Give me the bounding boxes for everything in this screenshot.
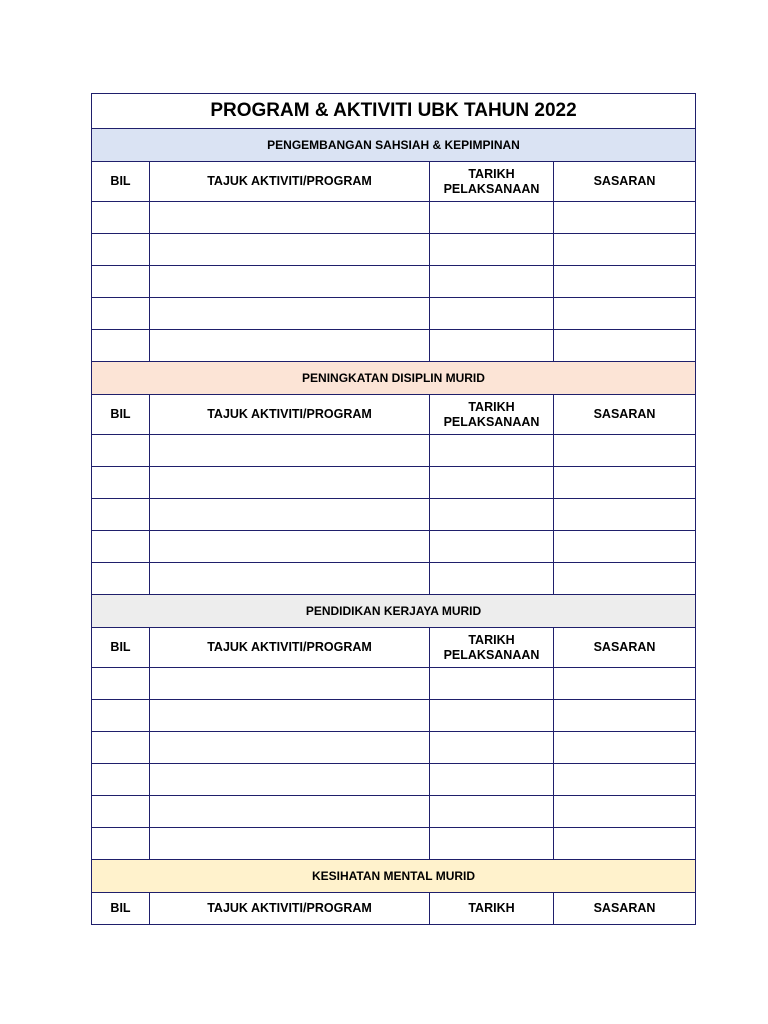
cell-sasaran — [554, 202, 696, 234]
cell-sasaran — [554, 563, 696, 595]
cell-tarikh — [430, 828, 554, 860]
cell-bil — [92, 700, 150, 732]
cell-sasaran — [554, 700, 696, 732]
column-header-tarikh: TARIKH PELAKSANAAN — [430, 162, 554, 202]
column-header-tarikh: TARIKH PELAKSANAAN — [430, 395, 554, 435]
column-header-tajuk: TAJUK AKTIVITI/PROGRAM — [150, 162, 430, 202]
cell-sasaran — [554, 668, 696, 700]
cell-bil — [92, 330, 150, 362]
cell-tajuk — [150, 531, 430, 563]
section-title: PENINGKATAN DISIPLIN MURID — [92, 362, 696, 395]
column-header-tarikh: TARIKH PELAKSANAAN — [430, 628, 554, 668]
cell-sasaran — [554, 796, 696, 828]
cell-bil — [92, 668, 150, 700]
column-header-sasaran: SASARAN — [554, 162, 696, 202]
table-row — [92, 563, 696, 595]
table-row — [92, 330, 696, 362]
cell-tarikh — [430, 499, 554, 531]
cell-bil — [92, 266, 150, 298]
cell-tajuk — [150, 668, 430, 700]
cell-tarikh — [430, 298, 554, 330]
column-header-sasaran: SASARAN — [554, 628, 696, 668]
table-row — [92, 796, 696, 828]
cell-tarikh — [430, 531, 554, 563]
cell-tajuk — [150, 435, 430, 467]
cell-tajuk — [150, 467, 430, 499]
cell-tarikh — [430, 764, 554, 796]
cell-sasaran — [554, 499, 696, 531]
table-row — [92, 467, 696, 499]
column-header-row — [92, 893, 696, 925]
table-row — [92, 499, 696, 531]
table-row — [92, 828, 696, 860]
section-row — [92, 129, 696, 162]
table-row — [92, 298, 696, 330]
column-header-tajuk: TAJUK AKTIVITI/PROGRAM — [150, 395, 430, 435]
cell-tarikh — [430, 330, 554, 362]
column-header-bil: BIL — [92, 395, 150, 435]
cell-tajuk — [150, 234, 430, 266]
table-row — [92, 234, 696, 266]
cell-sasaran — [554, 531, 696, 563]
column-header-row — [92, 395, 696, 435]
section-row — [92, 860, 696, 893]
column-header-row — [92, 162, 696, 202]
cell-tarikh — [430, 668, 554, 700]
cell-sasaran — [554, 298, 696, 330]
column-header-tajuk: TAJUK AKTIVITI/PROGRAM — [150, 893, 430, 925]
cell-tarikh — [430, 732, 554, 764]
title-row — [92, 94, 696, 129]
column-header-sasaran: SASARAN — [554, 893, 696, 925]
table-row — [92, 668, 696, 700]
column-header-tarikh: TARIKH — [430, 893, 554, 925]
column-header-row — [92, 628, 696, 668]
table-row — [92, 764, 696, 796]
cell-bil — [92, 298, 150, 330]
cell-sasaran — [554, 435, 696, 467]
cell-tarikh — [430, 700, 554, 732]
cell-tarikh — [430, 266, 554, 298]
cell-tajuk — [150, 202, 430, 234]
cell-sasaran — [554, 764, 696, 796]
table-row — [92, 700, 696, 732]
cell-tarikh — [430, 467, 554, 499]
section-row — [92, 362, 696, 395]
page-title: PROGRAM & AKTIVITI UBK TAHUN 2022 — [92, 94, 696, 129]
cell-tarikh — [430, 234, 554, 266]
cell-sasaran — [554, 828, 696, 860]
column-header-bil: BIL — [92, 893, 150, 925]
cell-bil — [92, 467, 150, 499]
table-row — [92, 732, 696, 764]
cell-tajuk — [150, 700, 430, 732]
table-row — [92, 531, 696, 563]
cell-bil — [92, 828, 150, 860]
table-row — [92, 435, 696, 467]
cell-sasaran — [554, 467, 696, 499]
cell-tarikh — [430, 435, 554, 467]
cell-sasaran — [554, 732, 696, 764]
cell-tajuk — [150, 732, 430, 764]
cell-bil — [92, 764, 150, 796]
cell-tarikh — [430, 202, 554, 234]
cell-bil — [92, 499, 150, 531]
cell-bil — [92, 435, 150, 467]
cell-tajuk — [150, 499, 430, 531]
cell-bil — [92, 531, 150, 563]
cell-bil — [92, 796, 150, 828]
table-row — [92, 202, 696, 234]
cell-tajuk — [150, 298, 430, 330]
cell-tajuk — [150, 828, 430, 860]
cell-tajuk — [150, 266, 430, 298]
table-row — [92, 266, 696, 298]
column-header-bil: BIL — [92, 628, 150, 668]
cell-sasaran — [554, 234, 696, 266]
cell-tajuk — [150, 764, 430, 796]
cell-sasaran — [554, 266, 696, 298]
cell-tarikh — [430, 563, 554, 595]
section-row — [92, 595, 696, 628]
cell-bil — [92, 732, 150, 764]
cell-tajuk — [150, 330, 430, 362]
cell-bil — [92, 234, 150, 266]
column-header-tajuk: TAJUK AKTIVITI/PROGRAM — [150, 628, 430, 668]
column-header-sasaran: SASARAN — [554, 395, 696, 435]
cell-sasaran — [554, 330, 696, 362]
cell-bil — [92, 563, 150, 595]
cell-bil — [92, 202, 150, 234]
section-title: PENDIDIKAN KERJAYA MURID — [92, 595, 696, 628]
cell-tarikh — [430, 796, 554, 828]
cell-tajuk — [150, 796, 430, 828]
cell-tajuk — [150, 563, 430, 595]
section-title: PENGEMBANGAN SAHSIAH & KEPIMPINAN — [92, 129, 696, 162]
activity-table — [91, 93, 696, 925]
column-header-bil: BIL — [92, 162, 150, 202]
section-title: KESIHATAN MENTAL MURID — [92, 860, 696, 893]
